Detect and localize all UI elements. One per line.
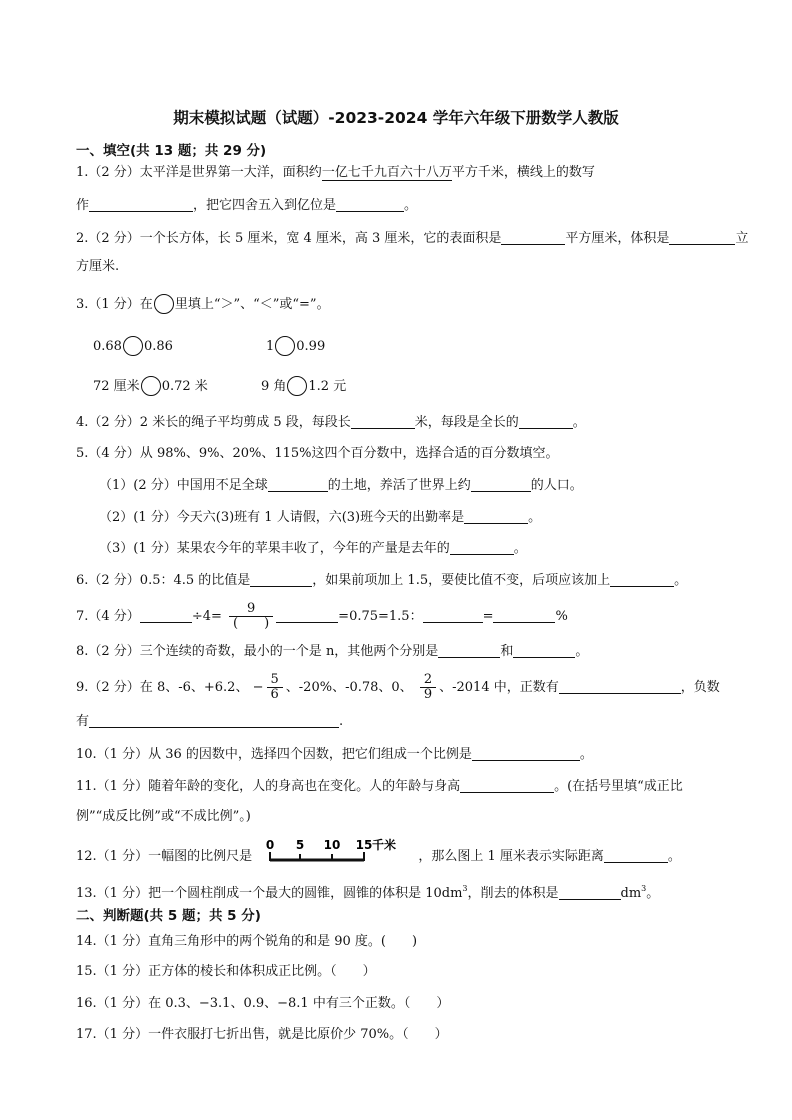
scale-tick-label: 0 (266, 838, 275, 852)
question-5-part-2: （2）(1 分）今天六(3)班有 1 人请假，六(3)班今天的出勤率是 。 (99, 510, 542, 525)
answer-blank[interactable] (604, 848, 668, 863)
answer-blank[interactable] (351, 414, 415, 429)
answer-blank[interactable] (471, 477, 531, 492)
answer-blank[interactable] (559, 885, 621, 900)
answer-blank[interactable] (89, 197, 193, 212)
question-14: 14.（1 分）直角三角形中的两个锐角的和是 90 度。( ) (76, 934, 418, 949)
answer-blank[interactable] (423, 608, 483, 623)
section-fill-in: 一、填空(共 13 题；共 29 分) (76, 143, 267, 159)
question-15: 15.（1 分）正方体的棱长和体积成正比例。（ ） (76, 964, 376, 979)
fraction: $\frac{2}{9}$ (420, 673, 436, 702)
answer-blank[interactable] (268, 477, 328, 492)
answer-blank[interactable] (276, 608, 338, 623)
compare-item: 0.68 0.86 (93, 336, 173, 356)
answer-blank[interactable] (464, 509, 528, 524)
answer-denominator[interactable]: ( ) (233, 616, 270, 631)
answer-blank[interactable] (438, 643, 500, 658)
question-1-line-2: 作 ，把它四舍五入到亿位是 。 (76, 198, 418, 213)
answer-blank[interactable] (89, 713, 339, 728)
scale-tick-label: 10 (323, 838, 341, 852)
answer-blank[interactable] (559, 679, 681, 694)
answer-blank[interactable] (501, 230, 565, 245)
scale-tick-label: 5 (296, 838, 305, 852)
question-5-part-1: （1）(2 分）中国用不足全球 的土地，养活了世界上约 的人口。 (99, 478, 583, 493)
fraction: $\frac{5}{6}$ (267, 673, 283, 702)
question-5: 5.（4 分）从 98%、9%、20%、115%这四个百分数中，选择合适的百分数填空。 (76, 446, 559, 461)
scale-bar-icon (260, 838, 410, 864)
question-3: 3.（1 分）在 里填上“＞”、“＜”或“=”。 (76, 294, 330, 314)
scale-unit-label: 千米 (372, 838, 397, 852)
compare-circle-input[interactable] (123, 336, 143, 356)
answer-blank[interactable] (610, 572, 674, 587)
compare-circle-input[interactable] (287, 376, 307, 396)
question-9-line-2: 有 . (76, 714, 344, 729)
underlined-number: 一亿七千九百六十八万 (321, 165, 452, 180)
compare-circle-input[interactable] (141, 376, 161, 396)
question-11-line-1: 11.（1 分）随着年龄的变化，人的身高也在变化。人的年龄与身高 。(在括号里填“成正比 (76, 779, 683, 794)
answer-blank[interactable] (472, 746, 580, 761)
question-6: 6.（2 分）0.5：4.5 的比值是 ，如果前项加上 1.5，要使比值不变，后项应该加上 。 (76, 573, 688, 588)
question-16: 16.（1 分）在 0.3、−3.1、0.9、−8.1 中有三个正数。（ ） (76, 996, 450, 1011)
question-13: 13.（1 分）把一个圆柱削成一个最大的圆锥，圆锥的体积是 $10dm^3$，削去的体积是 $dm^3$。 (76, 884, 660, 901)
fraction: $\frac{9}{( )}$ (229, 602, 273, 631)
compare-circle-icon (154, 294, 174, 314)
answer-blank[interactable] (669, 230, 735, 245)
question-8: 8.（2 分）三个连续的奇数，最小的一个是 n，其他两个分别是 和 。 (76, 644, 589, 659)
section-true-false: 二、判断题(共 5 题；共 5 分) (76, 908, 261, 924)
question-1-line-1: 1.（2 分）太平洋是世界第一大洋，面积约一亿七千九百六十八万平方千米，横线上的数写 (76, 165, 595, 180)
answer-blank[interactable] (336, 197, 404, 212)
question-9-line-1: 9.（2 分）在 8、-6、+6.2、 − $\frac{5}{6}$ 、-20%、-0.78、0、 $\frac{2}{9}$ 、-2014 中，正数有 ，负数 (76, 672, 720, 702)
answer-blank[interactable] (513, 643, 575, 658)
answer-blank[interactable] (450, 540, 514, 555)
compare-item: 1 0.99 (266, 336, 325, 356)
question-2-line-2: 方厘米. (76, 259, 120, 274)
answer-blank[interactable] (519, 414, 573, 429)
question-11-line-2: 例”“成反比例”或“不成比例”。) (76, 809, 251, 824)
question-17: 17.（1 分）一件衣服打七折出售，就是比原价少 70%。（ ） (76, 1027, 448, 1042)
answer-blank[interactable] (460, 778, 554, 793)
answer-blank[interactable] (493, 608, 555, 623)
question-7: 7.（4 分） ÷4= $\frac{9}{( )}$ =0.75=1.5： = % (76, 601, 568, 631)
compare-item: 9 角 1.2 元 (261, 376, 346, 396)
answer-blank[interactable] (250, 572, 312, 587)
scale-tick-label: 15 (355, 838, 373, 852)
answer-blank[interactable] (140, 608, 192, 623)
compare-item: 72 厘米 0.72 米 (93, 376, 208, 396)
compare-circle-input[interactable] (275, 336, 295, 356)
question-10: 10.（1 分）从 36 的因数中，选择四个因数，把它们组成一个比例是 。 (76, 747, 593, 762)
page-title: 期末模拟试题（试题）-2023-2024 学年六年级下册数学人教版 (173, 109, 619, 127)
question-4: 4.（2 分）2 米长的绳子平均剪成 5 段，每段长 米，每段是全长的 。 (76, 415, 586, 430)
question-2-line-1: 2.（2 分）一个长方体，长 5 厘米，宽 4 厘米，高 3 厘米，它的表面积是 平方厘米，体积是 立 (76, 231, 749, 246)
question-12: 12.（1 分）一幅图的比例尺是 0 5 10 15 千米 ，那么图上 1 厘米表示实际距离 。 (76, 838, 681, 864)
question-5-part-3: （3）(1 分）某果农今年的苹果丰收了，今年的产量是去年的 。 (99, 541, 527, 556)
